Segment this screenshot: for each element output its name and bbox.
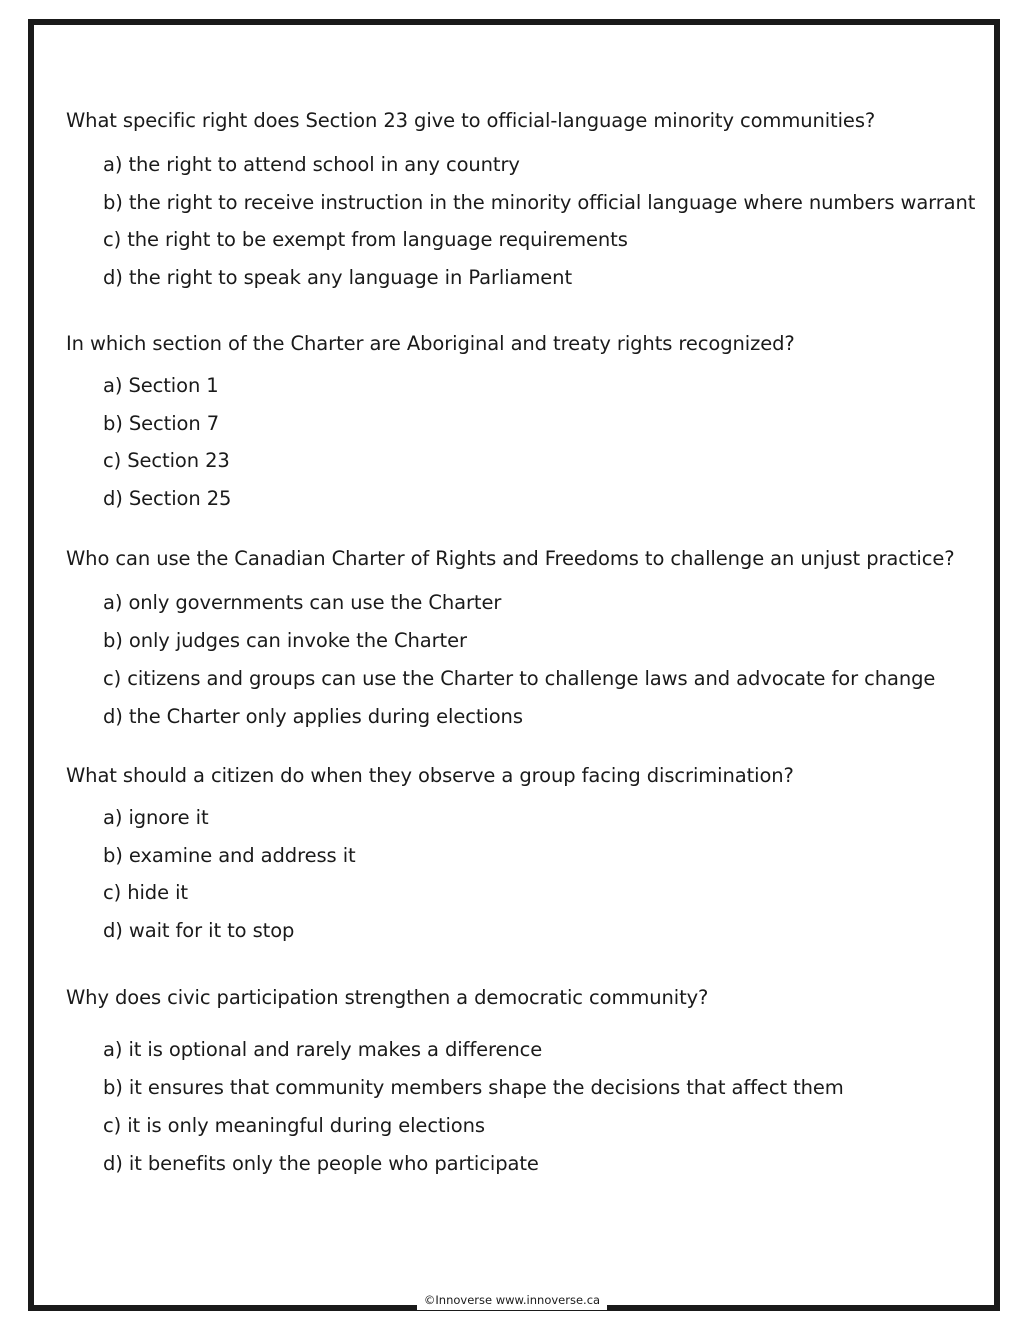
question-1-option-d: d) the right to speak any language in Parliament xyxy=(103,266,572,289)
question-5-option-a: a) it is optional and rarely makes a difference xyxy=(103,1038,543,1061)
question-2-option-a: a) Section 1 xyxy=(103,374,219,397)
question-3-option-d: d) the Charter only applies during elections xyxy=(103,705,523,728)
question-1-option-c: c) the right to be exempt from language requirements xyxy=(103,228,628,251)
question-5: Why does civic participation strengthen a democratic community? xyxy=(66,986,709,1009)
question-4-option-b: b) examine and address it xyxy=(103,844,356,867)
question-3-option-b: b) only judges can invoke the Charter xyxy=(103,629,467,652)
question-1-option-b: b) the right to receive instruction in the minority official language where numbers warrant xyxy=(103,191,976,214)
copyright-footer: ©Innoverse www.innoverse.ca xyxy=(417,1290,607,1310)
question-4-option-c: c) hide it xyxy=(103,881,188,904)
question-1-option-a: a) the right to attend school in any country xyxy=(103,153,520,176)
question-2: In which section of the Charter are Aboriginal and treaty rights recognized? xyxy=(66,332,795,355)
question-2-option-b: b) Section 7 xyxy=(103,412,220,435)
question-3: Who can use the Canadian Charter of Rights and Freedoms to challenge an unjust practice? xyxy=(66,547,955,570)
question-3-option-a: a) only governments can use the Charter xyxy=(103,591,502,614)
question-2-option-d: d) Section 25 xyxy=(103,487,232,510)
question-5-option-d: d) it benefits only the people who participate xyxy=(103,1152,539,1175)
question-3-option-c: c) citizens and groups can use the Charter to challenge laws and advocate for change xyxy=(103,667,936,690)
question-4: What should a citizen do when they observe a group facing discrimination? xyxy=(66,764,794,787)
question-2-option-c: c) Section 23 xyxy=(103,449,230,472)
question-4-option-a: a) ignore it xyxy=(103,806,209,829)
question-1: What specific right does Section 23 give to official-language minority communities? xyxy=(66,109,876,132)
question-5-option-b: b) it ensures that community members shape the decisions that affect them xyxy=(103,1076,844,1099)
question-5-option-c: c) it is only meaningful during elections xyxy=(103,1114,485,1137)
question-4-option-d: d) wait for it to stop xyxy=(103,919,295,942)
